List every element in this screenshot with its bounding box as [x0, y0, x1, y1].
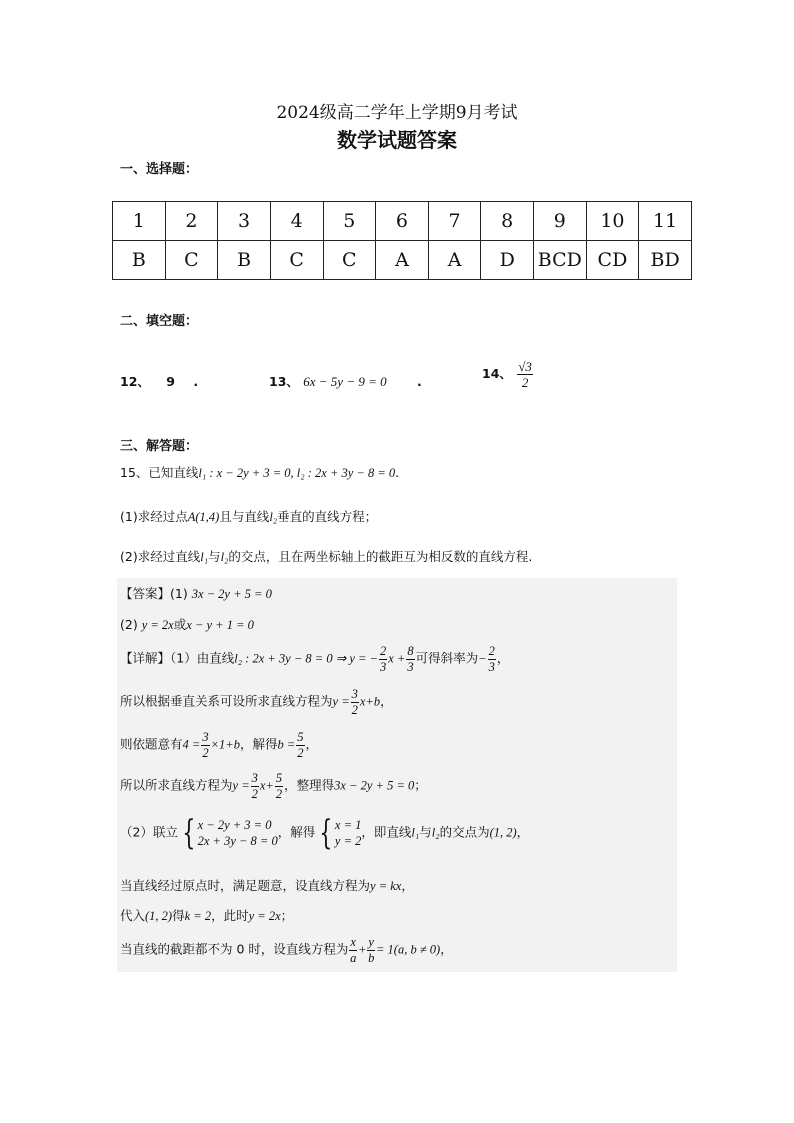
answer-1: 3x − 2y + 5 = 0	[191, 587, 272, 601]
punctuation: ；	[280, 908, 294, 923]
question-number: 1	[113, 202, 166, 241]
answer-cell: C	[270, 241, 323, 280]
point-a: A(1,4)	[187, 510, 220, 524]
q15-stem-text: 15、已知直线	[120, 465, 199, 480]
q13-dot: .	[416, 374, 422, 389]
detail-line-5	[120, 813, 530, 853]
numerator: 5	[297, 730, 304, 744]
exam-title: 2024级高二学年上学期9月考试	[276, 103, 518, 123]
numerator: 5	[275, 771, 283, 785]
detail-text: 的交点为	[439, 824, 490, 840]
numerator: 3	[351, 687, 358, 701]
fraction	[351, 688, 359, 716]
numerator: y	[368, 935, 374, 949]
detail-text: 得	[172, 908, 185, 923]
q15-part2	[120, 547, 532, 565]
answer-2b: x − y + 1 = 0	[186, 618, 254, 632]
math-expr: +	[357, 942, 367, 957]
question-number: 9	[534, 202, 587, 241]
question-number-row	[113, 202, 692, 241]
answer-table	[112, 201, 692, 280]
detail-line-1	[120, 645, 509, 673]
answer-2a: y = 2x	[141, 618, 174, 632]
line-l2: l₂	[431, 825, 440, 840]
fill-q12	[120, 372, 198, 390]
left-brace: {	[182, 813, 196, 853]
detail-text: 代入	[120, 908, 146, 923]
detail-line-2	[120, 688, 393, 716]
detail-text: 所以所求直线方程为	[120, 777, 233, 793]
math-expr: k = 2	[184, 909, 212, 923]
fill-q14	[482, 360, 534, 389]
answer-row	[113, 241, 692, 280]
answer-line-1	[120, 584, 272, 602]
q14-denominator: 2	[521, 375, 529, 390]
or-text: 或	[173, 617, 187, 632]
fraction	[367, 936, 375, 964]
detail-line-7	[120, 906, 293, 924]
detail-text: ，此时	[211, 908, 249, 923]
punctuation: ，	[305, 736, 319, 752]
equation-system	[198, 817, 278, 849]
detail-line-3	[120, 731, 318, 759]
solution-system	[335, 817, 361, 849]
part1-text: (1)求经过点	[120, 509, 188, 524]
numerator: 3	[202, 730, 209, 744]
q14-label: 14、	[482, 366, 512, 381]
math-expr: ×1+b	[210, 737, 240, 752]
question-number: 5	[323, 202, 376, 241]
math-expr: = 1(a, b ≠ 0)	[375, 942, 441, 957]
detail-text: ，解得	[239, 736, 278, 752]
q15-part1	[120, 507, 377, 525]
answer-line-2	[120, 615, 254, 633]
fraction	[296, 731, 304, 759]
fraction	[201, 731, 209, 759]
detail-line-8	[120, 936, 453, 964]
detail-text: 当直线经过原点时，满足题意，设直线方程为	[120, 878, 371, 893]
math-expr: y =	[332, 694, 350, 709]
answer-cell: BCD	[534, 241, 587, 280]
detail-text: ，整理得	[284, 777, 335, 793]
punctuation: ；	[414, 777, 427, 793]
q13-label: 13、	[269, 374, 299, 389]
answer-cell: B	[113, 241, 166, 280]
question-number: 7	[428, 202, 481, 241]
denominator: 2	[275, 786, 283, 801]
fraction	[488, 645, 496, 673]
denominator: 3	[488, 659, 495, 674]
left-brace: {	[319, 813, 333, 853]
detail-text: 【详解】（1）由直线	[120, 650, 235, 666]
punctuation: ，	[496, 650, 510, 666]
detail-text: ，解得	[277, 824, 316, 840]
q12-label: 12、	[120, 374, 150, 389]
math-expr: x +	[388, 651, 406, 666]
question-number: 11	[639, 202, 692, 241]
question-number: 3	[218, 202, 271, 241]
q15-lines: l₁ : x − 2y + 3 = 0, l₂ : 2x + 3y − 8 = 0	[198, 466, 396, 480]
denominator: 3	[407, 659, 414, 674]
part1-text: 垂直的直线方程；	[277, 509, 378, 524]
answer-label: 【答案】(1)	[120, 586, 188, 601]
exam-subtitle: 数学试题答案	[337, 128, 457, 152]
detail-text: （2）联立	[120, 824, 178, 840]
equation: y = 2	[334, 834, 362, 848]
denominator: b	[368, 950, 375, 965]
numerator: 2	[380, 644, 387, 658]
math-expr: y = 2x	[248, 909, 281, 923]
equation: 2x + 3y − 8 = 0	[197, 834, 278, 848]
numerator: 8	[407, 644, 414, 658]
part2-text: 的交点，且在两坐标轴上的截距互为相反数的直线方程.	[228, 549, 533, 564]
math-expr: x+	[259, 778, 274, 793]
part2-text: (2)求经过直线	[120, 549, 201, 564]
math-expr: b =	[277, 737, 296, 752]
q14-numerator: √3	[518, 359, 532, 374]
answer-cell: C	[165, 241, 218, 280]
math-expr: l₂ : 2x + 3y − 8 = 0 ⇒ y = −	[234, 651, 378, 666]
detail-text: 所以根据垂直关系可设所求直线方程为	[120, 693, 333, 709]
intersection-point: (1, 2)	[489, 825, 517, 840]
q12-dot: .	[193, 374, 199, 389]
question-number: 10	[586, 202, 639, 241]
answer-cell: C	[323, 241, 376, 280]
q14-fraction	[517, 360, 533, 389]
q12-answer: 9	[166, 374, 175, 389]
answer-2-label: (2)	[120, 617, 138, 632]
numerator: x	[350, 935, 356, 949]
fraction	[275, 772, 283, 800]
answer-cell: BD	[639, 241, 692, 280]
question-number: 2	[165, 202, 218, 241]
fraction	[251, 772, 259, 800]
part1-text: 且与直线	[219, 509, 270, 524]
math-expr: y =	[232, 778, 250, 793]
answer-cell: D	[481, 241, 534, 280]
punctuation: ，	[380, 693, 393, 709]
section-multiple-choice: 一、选择题：	[120, 162, 199, 177]
fill-q13	[269, 372, 422, 390]
math-expr: 4 =	[182, 737, 201, 752]
line-l1: l₁	[411, 825, 420, 840]
q15-stem	[120, 463, 399, 481]
q15-stem-end: .	[395, 465, 400, 480]
detail-text: 可得斜率为	[415, 650, 479, 666]
punctuation: ，	[440, 941, 453, 957]
denominator: 3	[380, 659, 387, 674]
section-solutions: 三、解答题：	[120, 439, 199, 454]
section-fill-in: 二、填空题：	[120, 314, 199, 329]
question-number: 8	[481, 202, 534, 241]
part2-text: 与	[208, 549, 221, 564]
line-l2: l₂	[269, 510, 278, 524]
detail-text: 与	[419, 824, 432, 840]
math-expr: y = kx	[370, 879, 402, 893]
detail-line-6	[120, 876, 414, 894]
fraction	[379, 645, 387, 673]
fraction	[349, 936, 357, 964]
line-l2: l₂	[220, 550, 229, 564]
math-expr: x+b	[359, 694, 381, 709]
math-expr: 3x − 2y + 5 = 0	[334, 778, 415, 793]
answer-cell: A	[428, 241, 481, 280]
denominator: 2	[251, 786, 258, 801]
answer-cell: A	[376, 241, 429, 280]
denominator: 2	[351, 702, 358, 717]
equation: x − 2y + 3 = 0	[197, 818, 272, 832]
punctuation: ，	[401, 878, 414, 893]
math-expr: −	[478, 651, 487, 666]
detail-text: 则依题意有	[120, 736, 183, 752]
detail-text: 当直线的截距都不为 0 时，设直线方程为	[120, 941, 349, 957]
question-number: 4	[270, 202, 323, 241]
equation: x = 1	[334, 818, 362, 832]
answer-cell: B	[218, 241, 271, 280]
detail-text: ，即直线	[361, 824, 412, 840]
denominator: 2	[202, 745, 209, 760]
line-l1: l₁	[200, 550, 209, 564]
answer-cell: CD	[586, 241, 639, 280]
q13-answer: 6x − 5y − 9 = 0	[303, 374, 387, 389]
question-number: 6	[376, 202, 429, 241]
fraction	[406, 645, 414, 673]
denominator: 2	[297, 745, 304, 760]
detail-line-4	[120, 772, 427, 800]
punctuation: ，	[516, 824, 530, 840]
numerator: 2	[488, 644, 495, 658]
math-expr: (1, 2)	[145, 909, 173, 923]
denominator: a	[350, 950, 357, 965]
numerator: 3	[251, 771, 258, 785]
